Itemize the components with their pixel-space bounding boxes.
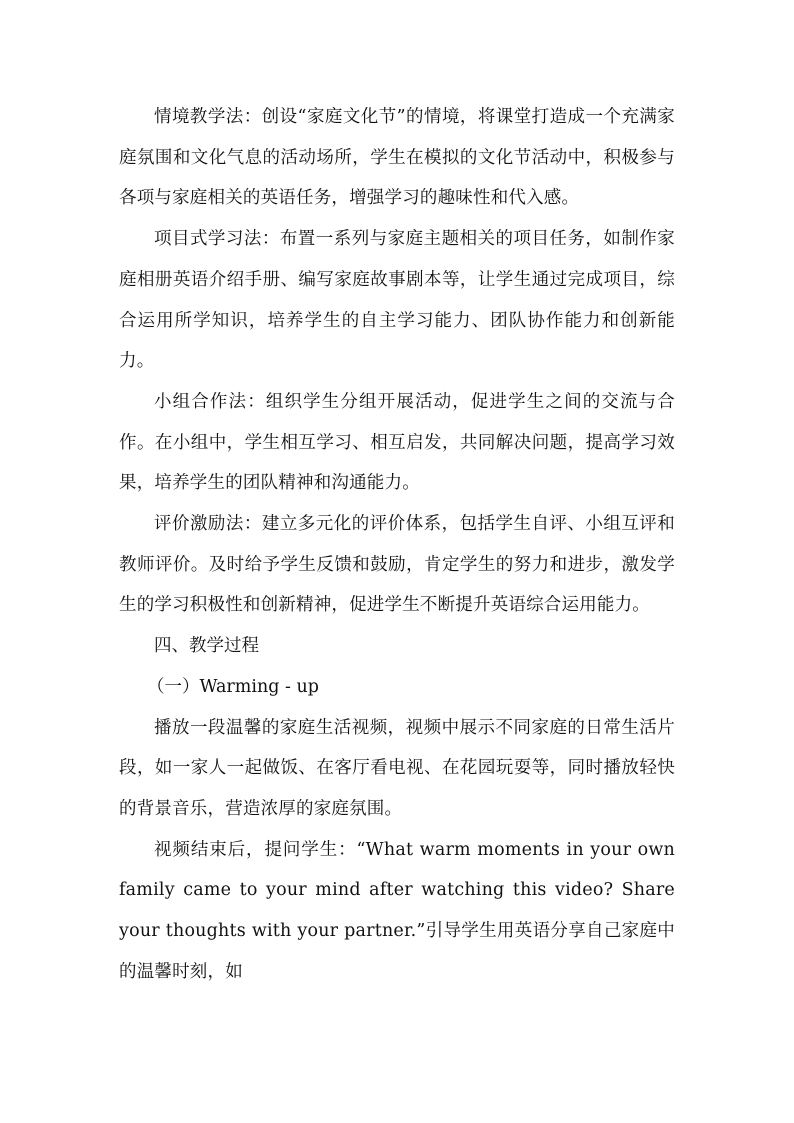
paragraph-question-students: 视频结束后，提问学生：“What warm moments in your own family came to your mind after watching this video? Share your thoughts with your partner.”引导学生用英语分享自己家庭中的温馨时刻，如 <box>119 839 675 982</box>
subsection-heading-warming-up: （一）Warming - up <box>147 676 319 697</box>
section-heading-teaching-process: 四、教学过程 <box>154 636 259 657</box>
paragraph-evaluation-incentive: 评价激励法：建立多元化的评价体系，包括学生自评、小组互评和教师评价。及时给予学生反馈和鼓励，肯定学生的努力和进步，激发学生的学习积极性和创新精神，促进学生不断提升英语综合运用能力。 <box>119 514 675 616</box>
document-body <box>119 97 675 992</box>
paragraph-video-intro: 播放一段温馨的家庭生活视频，视频中展示不同家庭的日常生活片段，如一家人一起做饭、在客厅看电视、在花园玩耍等，同时播放轻快的背景音乐，营造浓厚的家庭氛围。 <box>119 717 675 819</box>
paragraph-group-cooperation: 小组合作法：组织学生分组开展活动，促进学生之间的交流与合作。在小组中，学生相互学习、相互启发，共同解决问题，提高学习效果，培养学生的团队精神和沟通能力。 <box>119 391 675 494</box>
paragraph-situational-teaching: 情境教学法：创设“家庭文化节”的情境，将课堂打造成一个充满家庭氛围和文化气息的活动场所，学生在模拟的文化节活动中，积极参与各项与家庭相关的英语任务，增强学习的趣味性和代入感。 <box>119 107 675 209</box>
paragraph-project-based-learning: 项目式学习法：布置一系列与家庭主题相关的项目任务，如制作家庭相册英语介绍手册、编写家庭故事剧本等，让学生通过完成项目，综合运用所学知识，培养学生的自主学习能力、团队协作能力和创新能力。 <box>119 229 675 372</box>
